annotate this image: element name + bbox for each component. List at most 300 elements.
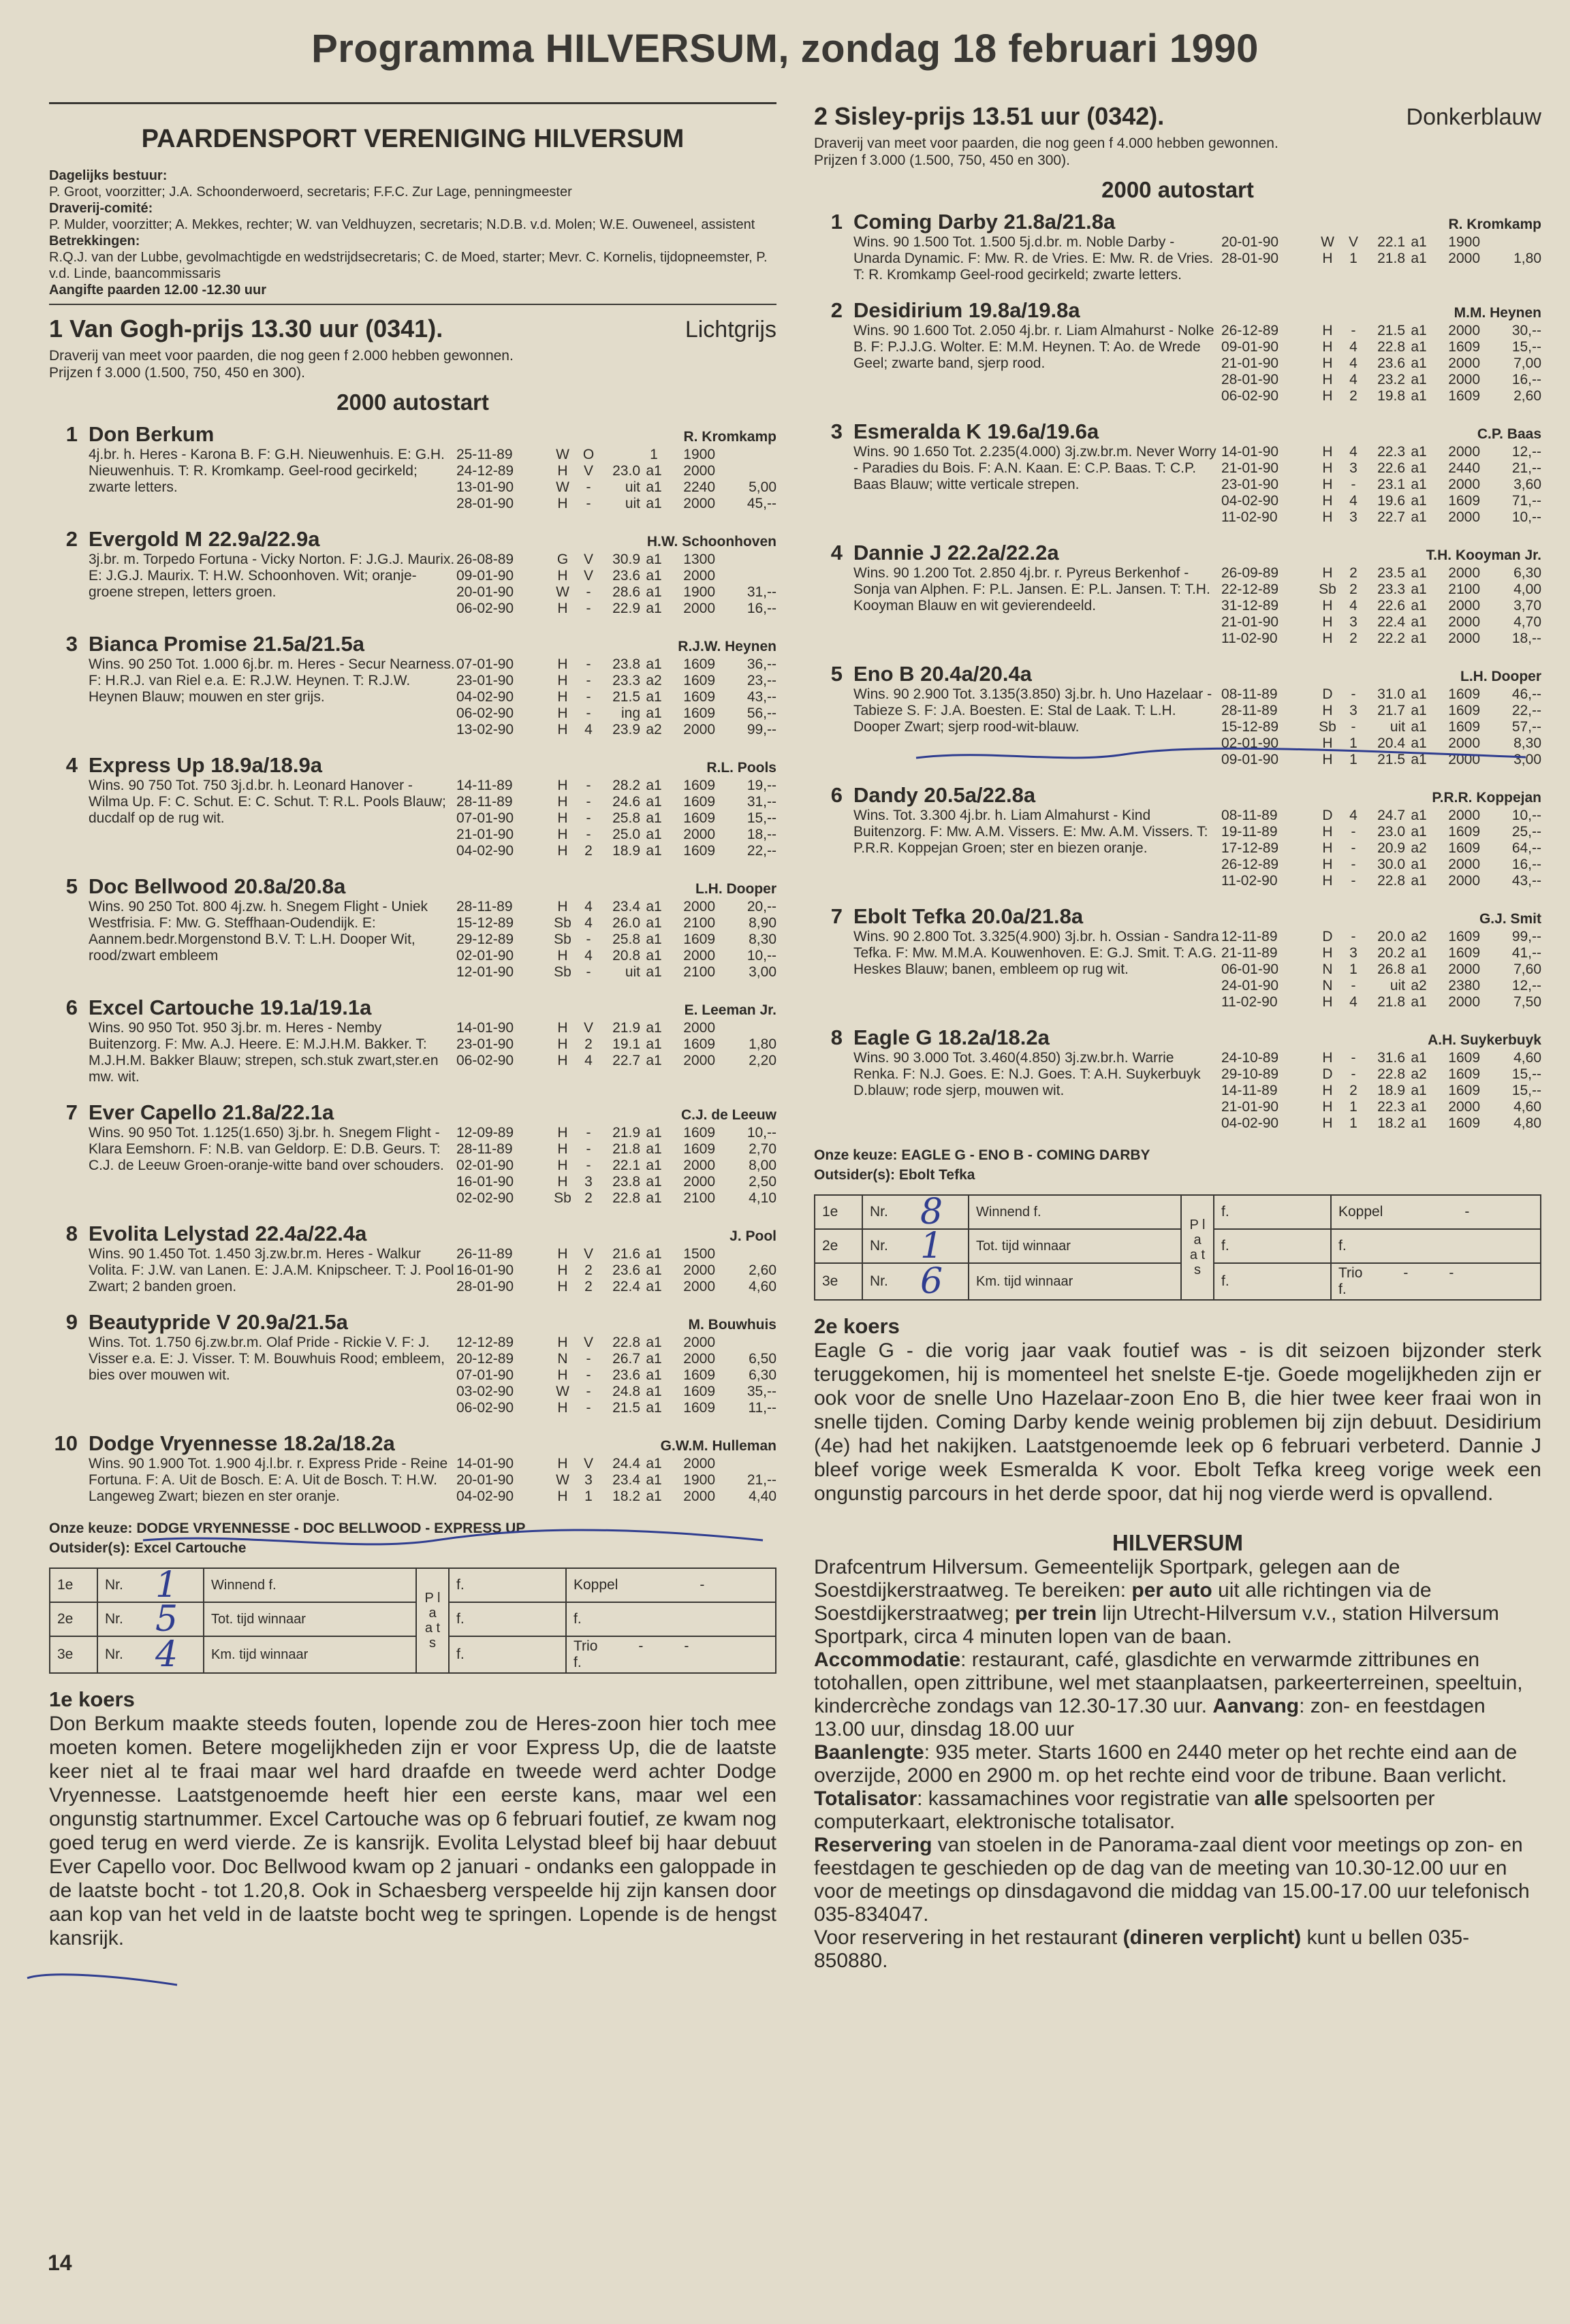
result-row <box>456 496 776 512</box>
toto-amount: f. <box>1214 1229 1331 1263</box>
horse-entry <box>814 419 1541 526</box>
result-cell: H <box>557 1158 568 1173</box>
result-row <box>1221 929 1541 945</box>
result-cell: 1900 <box>683 1472 715 1488</box>
horse-header <box>49 753 776 778</box>
trio-cell: Trio - - f. <box>566 1636 776 1673</box>
result-cell: a1 <box>1411 614 1427 630</box>
toto-amount: f. <box>1214 1195 1331 1229</box>
result-cell: 4 <box>1349 493 1357 509</box>
result-cell: 7,60 <box>1513 961 1541 977</box>
result-row <box>456 552 776 568</box>
horse-number: 3 <box>830 419 843 443</box>
horse-body <box>89 1020 776 1085</box>
result-cell: 23.4 <box>612 899 640 914</box>
info-access: Drafcentrum Hilversum. Gemeentelijk Sportpark, gelegen aan de Soestdijkerstraatweg. Te bereiken: per auto uit alle richtingen via de Soestdijkerstraatweg; per trein lijn Utrecht-Hilversum v.v., station Hilversum Sportpark, circa 4 minuten lopen van de baan. <box>814 1556 1499 1648</box>
horse-name-text: Eno B 20.4a/20.4a <box>853 662 1032 686</box>
result-cell: 20-01-90 <box>456 584 514 600</box>
horse-trainer: H.W. Schoonhoven <box>646 534 776 550</box>
horse-number: 8 <box>830 1025 843 1049</box>
result-cell: 04-02-90 <box>1221 1115 1279 1131</box>
result-cell: 1 <box>1349 735 1357 751</box>
result-cell: V <box>583 463 593 479</box>
result-cell: 2000 <box>1448 752 1480 767</box>
result-cell: 3 <box>1349 614 1357 630</box>
result-cell: H <box>1322 824 1333 840</box>
result-cell: - <box>586 1351 591 1367</box>
toto-row <box>815 1263 1541 1300</box>
handwritten-number: 6 <box>913 1263 969 1300</box>
horse-body <box>89 1335 776 1416</box>
result-cell: 1609 <box>683 689 715 705</box>
result-cell: 2000 <box>1448 873 1480 889</box>
result-cell: - <box>586 705 591 721</box>
horse-header <box>49 632 776 656</box>
result-cell: 04-02-90 <box>456 1489 514 1504</box>
horse-info: 3j.br. m. Torpedo Fortuna - Vicky Norton. F: J.G.J. Maurix. E: J.G.J. Maurix. T: H.W. Schoonhoven. Wit; oranje-groene strepen, letters groen. <box>89 552 455 600</box>
result-row <box>456 1246 776 1262</box>
result-cell: 3 <box>1349 460 1357 476</box>
result-cell: 2000 <box>683 1351 715 1367</box>
result-cell: 30.9 <box>612 552 640 567</box>
result-cell: 29-10-89 <box>1221 1066 1279 1082</box>
result-cell: V <box>583 1456 593 1471</box>
horse-name <box>814 541 1059 565</box>
toto-label: Km. tijd winnaar <box>969 1263 1181 1300</box>
result-cell: V <box>583 552 593 567</box>
horse-info: Wins. 90 1.600 Tot. 2.050 4j.br. r. Liam Almahurst - Nolke B. F: P.J.J.G. Wolter. E: M.M. Heynen. T: Ao. de Wrede Geel; zwarte band, sjerp rood. <box>853 323 1214 371</box>
result-cell: 09-01-90 <box>1221 752 1279 767</box>
horse-trainer: C.P. Baas <box>1477 426 1541 442</box>
result-cell: 12-09-89 <box>456 1125 514 1141</box>
result-cell: a1 <box>646 827 662 842</box>
result-cell: 1609 <box>1448 1115 1480 1131</box>
result-cell: 2,60 <box>1513 388 1541 404</box>
horse-name-text: Coming Darby 21.8a/21.8a <box>853 210 1116 234</box>
result-cell <box>715 1335 776 1351</box>
horse-results <box>456 1020 776 1085</box>
result-cell: 43,-- <box>1511 873 1541 889</box>
horse-results <box>1221 1050 1541 1132</box>
result-cell: - <box>586 778 591 793</box>
result-cell: 1609 <box>1448 824 1480 840</box>
result-cell: 2000 <box>683 1174 715 1190</box>
horse-header <box>814 783 1541 808</box>
result-cell: 11,-- <box>748 1400 776 1416</box>
result-cell: 2000 <box>683 1489 715 1504</box>
result-row <box>1221 598 1541 614</box>
result-cell: 26.0 <box>612 915 640 931</box>
koppel-cell: Koppel - <box>1331 1195 1541 1229</box>
result-cell: V <box>583 1335 593 1350</box>
horse-results <box>1221 686 1541 768</box>
result-cell: a1 <box>1411 460 1427 476</box>
result-cell: 4,00 <box>1513 582 1541 597</box>
result-cell: H <box>557 1125 568 1141</box>
horse-number: 7 <box>65 1100 78 1124</box>
toto-label: Winnend f. <box>204 1568 416 1602</box>
result-cell: a1 <box>1411 719 1427 735</box>
horse-info: Wins. 90 950 Tot. 1.125(1.650) 3j.br. h. Snegem Flight - Klara Eemshorn. F: N.B. van Geldorp. E: D.B. Geurs. T: C.J. de Leeuw Groen-oranje-witte band over schouders. <box>89 1125 444 1173</box>
result-cell: 2000 <box>1448 355 1480 371</box>
result-cell: H <box>1322 735 1333 751</box>
result-cell: a1 <box>646 948 662 964</box>
result-cell: a1 <box>1411 444 1427 460</box>
result-cell: 1900 <box>683 584 715 600</box>
toto-row <box>50 1568 776 1602</box>
result-cell: V <box>583 1020 593 1036</box>
horse-trainer: E. Leeman Jr. <box>684 1002 776 1018</box>
result-cell: H <box>1322 857 1333 872</box>
result-cell: 4 <box>584 948 593 964</box>
result-cell: 15,-- <box>1511 339 1541 355</box>
horse-entry <box>814 210 1541 283</box>
result-cell: - <box>586 810 591 826</box>
result-cell: 1609 <box>683 1141 715 1157</box>
result-cell: 21-01-90 <box>456 827 514 842</box>
result-cell: H <box>557 1335 568 1350</box>
race1-keuze: Onze keuze: DODGE VRYENNESSE - DOC BELLWOOD - EXPRESS UP <box>49 1521 526 1536</box>
result-cell: 2000 <box>683 1262 715 1278</box>
result-cell: 2000 <box>683 722 715 737</box>
horse-name <box>814 298 1080 323</box>
result-cell: 11-02-90 <box>1221 509 1278 525</box>
result-cell: 2000 <box>1448 614 1480 630</box>
result-cell: 19-11-89 <box>1221 824 1278 840</box>
race2-keuze: Onze keuze: EAGLE G - ENO B - COMING DARBY <box>814 1147 1150 1163</box>
result-cell: H <box>557 1036 568 1052</box>
horse-body <box>853 1050 1541 1132</box>
result-row <box>1221 460 1541 477</box>
horse-number: 1 <box>830 210 843 234</box>
result-cell: 1609 <box>1448 493 1480 509</box>
horse-name-text: Eagle G 18.2a/18.2a <box>853 1025 1050 1049</box>
race1-prizes: Prijzen f 3.000 (1.500, 750, 450 en 300). <box>49 365 305 381</box>
result-cell: 22-12-89 <box>1221 582 1279 597</box>
result-cell: a1 <box>646 1190 662 1206</box>
result-cell: - <box>1351 477 1356 492</box>
result-cell: a1 <box>646 1367 662 1383</box>
result-cell: 31-12-89 <box>1221 598 1279 614</box>
result-cell: 06-02-90 <box>456 1400 514 1416</box>
result-cell: - <box>586 479 591 495</box>
result-cell: H <box>1322 565 1333 581</box>
result-cell: 1609 <box>683 778 715 793</box>
result-cell: 4 <box>1349 339 1357 355</box>
result-cell: H <box>557 722 568 737</box>
result-cell: H <box>557 827 568 842</box>
result-cell: a1 <box>646 584 662 600</box>
horse-info: Wins. 90 950 Tot. 950 3j.br. m. Heres - Nemby Buitenzorg. F: Mw. A.J. Heere. E: M.J.H.M. Bakker. T: M.J.H.M. Bakker Blauw; strepen, sch.stuk zwart,ster.en mw. wit. <box>89 1020 439 1085</box>
info-totalisator: Totalisator: kassamachines voor registratie van alle spelsoorten per computerkaart, elektronische totalisator. <box>814 1787 1435 1833</box>
result-cell: 23.8 <box>612 1174 640 1190</box>
horse-results <box>1221 565 1541 647</box>
result-cell: H <box>1322 945 1333 961</box>
horse-results <box>1221 234 1541 283</box>
horse-trainer: R. Kromkamp <box>683 429 776 445</box>
result-cell: H <box>557 1174 568 1190</box>
horse-results <box>1221 808 1541 889</box>
toto-nr-label: Nr. <box>97 1636 148 1673</box>
race2-prizes: Prijzen f 3.000 (1.500, 750, 450 en 300). <box>814 153 1070 168</box>
result-cell: 22.4 <box>1377 614 1405 630</box>
result-cell: 1609 <box>1448 945 1480 961</box>
result-cell: 3,00 <box>1513 752 1541 767</box>
result-cell: a1 <box>646 1125 662 1141</box>
result-cell: - <box>586 1367 591 1383</box>
result-cell: 21.8 <box>1377 994 1405 1010</box>
result-cell: Sb <box>554 1190 571 1206</box>
result-cell: Sb <box>554 932 571 947</box>
result-cell: - <box>1351 824 1356 840</box>
horse-body <box>89 1125 776 1207</box>
result-row <box>1221 509 1541 526</box>
horse-name-text: Doc Bellwood 20.8a/20.8a <box>89 874 346 898</box>
result-cell: 1609 <box>1448 703 1480 718</box>
result-cell: 24-01-90 <box>1221 978 1279 993</box>
result-row <box>456 810 776 827</box>
result-cell: - <box>586 932 591 947</box>
result-cell: W <box>556 584 569 600</box>
race1-conditions <box>49 347 776 381</box>
horse-entry <box>814 298 1541 404</box>
horse-name-text: Desidirium 19.8a/19.8a <box>853 298 1080 322</box>
horse-name <box>49 1310 348 1335</box>
result-row <box>1221 323 1541 339</box>
result-row <box>456 601 776 617</box>
result-cell: G <box>556 552 569 567</box>
result-cell: 24-10-89 <box>1221 1050 1279 1066</box>
result-cell: 4 <box>1349 372 1357 387</box>
horse-name <box>814 783 1035 808</box>
result-cell: 28-11-89 <box>456 899 513 914</box>
result-cell: 21.6 <box>612 1246 640 1262</box>
horse-name-text: Evergold M 22.9a/22.9a <box>89 527 320 551</box>
result-cell: 2000 <box>1448 565 1480 581</box>
result-cell <box>715 568 776 584</box>
horse-number: 7 <box>830 904 843 928</box>
result-cell: a1 <box>1411 582 1427 597</box>
result-cell: 02-01-90 <box>456 948 514 964</box>
result-row <box>1221 752 1541 768</box>
result-cell: 15,-- <box>1511 1083 1541 1098</box>
result-cell: 2000 <box>683 1335 715 1350</box>
result-cell: 09-01-90 <box>1221 339 1279 355</box>
result-cell: 2000 <box>683 948 715 964</box>
result-cell: 43,-- <box>747 689 776 705</box>
result-cell <box>715 1456 776 1472</box>
result-cell: 18,-- <box>747 827 776 842</box>
result-cell: a1 <box>646 479 662 495</box>
result-cell: a1 <box>1411 388 1427 404</box>
result-row <box>1221 339 1541 355</box>
horse-trainer: C.J. de Leeuw <box>680 1107 776 1123</box>
result-cell: H <box>1322 323 1333 338</box>
result-cell: 25.0 <box>612 827 640 842</box>
result-cell: 2000 <box>683 1456 715 1471</box>
result-cell: 23-01-90 <box>456 1036 514 1052</box>
result-cell: a1 <box>1411 355 1427 371</box>
result-cell: 2000 <box>1448 808 1480 823</box>
result-cell: 23.6 <box>612 1367 640 1383</box>
result-cell: 2000 <box>1448 857 1480 872</box>
result-cell: a1 <box>1411 323 1427 338</box>
result-cell: 1 <box>1349 1099 1357 1115</box>
result-cell: a1 <box>1411 824 1427 840</box>
result-cell: 2100 <box>1448 582 1480 597</box>
horse-entry <box>49 1222 776 1295</box>
result-cell: 29-12-89 <box>456 932 514 947</box>
horse-body <box>853 686 1541 768</box>
race1-horse-list <box>49 422 776 1505</box>
result-cell: a1 <box>1411 961 1427 977</box>
result-cell: 07-01-90 <box>456 810 514 826</box>
result-cell: 2,20 <box>749 1053 776 1068</box>
result-cell: 23.3 <box>1377 582 1405 597</box>
result-cell: 22,-- <box>747 843 776 859</box>
result-row <box>456 794 776 810</box>
result-cell: 6,30 <box>1513 565 1541 581</box>
result-cell: 1609 <box>1448 840 1480 856</box>
result-cell: a1 <box>646 1335 662 1350</box>
koers1-text: Don Berkum maakte steeds fouten, lopende zou de Heres-zoon hier toch mee moeten komen. Betere mogelijkheden zijn er voor Express Up, die de laatste keer niet al te fraai maar wel hard draafde en tweede werd achter Dodge Vryennesse. Laatstgenoemde heeft hier een eerste kans, maar wel een ongunstig startnummer. Excel Cartouche was op 6 februari foutief, ze kwam nog goed terug en werd vierde. Ze is kansrijk. Evolita Lelystad bleef bij haar debuut Ever Capello voor. Doc Bellwood kwam op 2 januari - ondanks een galoppade in de laatste bocht - tot 1.20,8. Ook in Schaesberg verspeelde hij zijn kansen door aan kop van het veld in de laatste bocht weg te springen. Lopende is de hengst kansrijk. <box>49 1713 776 1949</box>
result-cell: a1 <box>1411 1050 1427 1066</box>
horse-header <box>49 422 776 447</box>
result-cell: 23.9 <box>612 722 640 737</box>
result-cell: a1 <box>646 496 662 511</box>
result-cell: 22.8 <box>612 1335 640 1350</box>
result-cell: 31,-- <box>747 584 776 600</box>
result-cell: a2 <box>1411 1066 1427 1082</box>
result-cell: 12,-- <box>1511 444 1541 460</box>
result-row <box>1221 1050 1541 1066</box>
result-row <box>1221 477 1541 493</box>
org-line: P. Groot, voorzitter; J.A. Schoonderwoerd, secretaris; F.F.C. Zur Lage, penningmeester <box>49 185 572 200</box>
result-cell: 28-01-90 <box>1221 251 1279 266</box>
result-cell: V <box>1348 234 1358 250</box>
result-cell: 2000 <box>1448 1099 1480 1115</box>
result-cell: 4 <box>584 722 593 737</box>
horse-body <box>89 1246 776 1295</box>
result-cell: 8,30 <box>1513 735 1541 751</box>
result-cell: 21-11-89 <box>1221 945 1278 961</box>
page-number: 14 <box>48 2250 72 2275</box>
result-cell <box>715 1020 776 1036</box>
result-cell: 2000 <box>683 463 715 479</box>
horse-info: Wins. 90 3.000 Tot. 3.460(4.850) 3j.zw.br.h. Warrie Renka. F: N.J. Goes. E: N.J. Goes. T: A.H. Suykerbuyk D.blauw; rode sjerp, mouwen wit. <box>853 1050 1201 1098</box>
result-cell: 22.3 <box>1377 444 1405 460</box>
result-cell: 12-11-89 <box>1221 929 1278 944</box>
result-cell: 4,70 <box>1513 614 1541 630</box>
result-cell: 16,-- <box>1511 372 1541 387</box>
result-cell: Sb <box>1319 719 1336 735</box>
result-row <box>1221 808 1541 824</box>
result-cell: a1 <box>646 794 662 810</box>
horse-results <box>1221 323 1541 404</box>
result-cell: a1 <box>646 601 662 616</box>
result-row <box>1221 686 1541 703</box>
result-cell: 36,-- <box>747 656 776 672</box>
result-cell: N <box>1322 978 1333 993</box>
result-cell: 2100 <box>683 1190 715 1206</box>
result-cell: O <box>582 447 595 462</box>
horse-number: 10 <box>54 1431 78 1455</box>
result-row <box>456 447 776 463</box>
result-cell: 18.9 <box>612 843 640 859</box>
horse-name <box>49 1431 395 1456</box>
horse-number: 9 <box>65 1310 78 1334</box>
result-cell: - <box>1351 978 1356 993</box>
result-cell: 8,00 <box>749 1158 776 1173</box>
result-cell: 06-02-90 <box>456 705 514 721</box>
result-cell: 15,-- <box>747 810 776 826</box>
result-cell: - <box>586 1125 591 1141</box>
horse-name-text: Bianca Promise 21.5a/21.5a <box>89 632 364 656</box>
result-cell: 18.2 <box>1377 1115 1405 1131</box>
result-cell: a1 <box>646 705 662 721</box>
horse-number: 6 <box>65 996 78 1019</box>
horse-name-text: Dannie J 22.2a/22.2a <box>853 541 1059 564</box>
koppel-amount: f. <box>1331 1229 1541 1263</box>
result-cell: 28-11-89 <box>456 794 513 810</box>
result-cell: 22.1 <box>1377 234 1405 250</box>
result-cell: 24.7 <box>1377 808 1405 823</box>
result-cell: - <box>586 584 591 600</box>
result-cell: 21-01-90 <box>1221 355 1279 371</box>
result-cell: 17-12-89 <box>1221 840 1279 856</box>
result-cell: 1609 <box>683 843 715 859</box>
result-cell: 10,-- <box>1511 808 1541 823</box>
result-cell: 2,50 <box>749 1174 776 1190</box>
result-row <box>456 689 776 705</box>
result-cell: 8,30 <box>749 932 776 947</box>
result-cell: uit <box>625 964 640 980</box>
result-cell: a1 <box>1411 565 1427 581</box>
horse-name-text: Excel Cartouche 19.1a/19.1a <box>89 996 372 1019</box>
result-cell: 2100 <box>683 915 715 931</box>
result-row <box>456 705 776 722</box>
result-cell: 2000 <box>1448 509 1480 525</box>
result-cell: a1 <box>646 568 662 584</box>
result-cell: 06-02-90 <box>456 1053 514 1068</box>
result-cell: - <box>586 496 591 511</box>
result-cell: - <box>586 689 591 705</box>
result-cell: 10,-- <box>1511 509 1541 525</box>
result-cell: 1900 <box>683 447 715 462</box>
result-cell: 2 <box>1349 631 1357 646</box>
page-title: Programma HILVERSUM, zondag 18 februari 1990 <box>311 27 1259 71</box>
result-cell: N <box>557 1351 568 1367</box>
result-cell: 21.5 <box>612 689 640 705</box>
result-cell: - <box>586 673 591 688</box>
result-cell: - <box>1351 686 1356 702</box>
result-cell: 2000 <box>1448 444 1480 460</box>
horse-name-text: Dodge Vryennesse 18.2a/18.2a <box>89 1431 395 1455</box>
result-cell: 3 <box>1349 945 1357 961</box>
result-cell: 1609 <box>683 1400 715 1416</box>
horse-body <box>853 323 1541 404</box>
result-cell: W <box>556 1472 569 1488</box>
horse-name <box>49 527 319 552</box>
result-cell: 4 <box>1349 444 1357 460</box>
info-restaurant: Voor reservering in het restaurant (dineren verplicht) kunt u bellen 035-850880. <box>814 1926 1470 1972</box>
result-cell: a1 <box>1411 234 1427 250</box>
result-cell: 24.8 <box>612 1384 640 1399</box>
horse-header <box>49 1222 776 1246</box>
result-cell: a1 <box>646 1158 662 1173</box>
horse-body <box>89 552 776 617</box>
horse-name-text: Esmeralda K 19.6a/19.6a <box>853 419 1099 443</box>
